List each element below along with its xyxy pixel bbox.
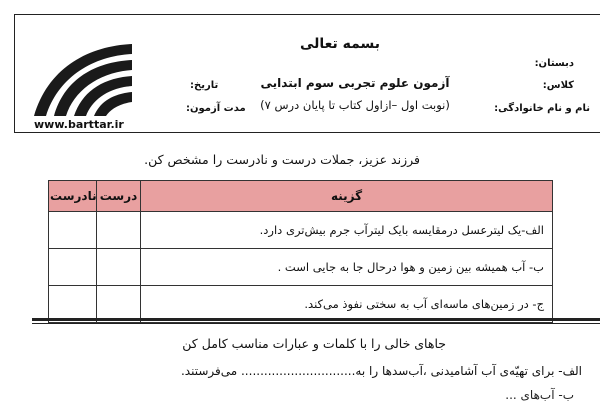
table-header-row xyxy=(49,181,553,212)
section-divider-thick xyxy=(32,318,600,321)
header-frame-top xyxy=(14,14,600,15)
table-row xyxy=(49,249,553,286)
exam-title: آزمون علوم تجربی سوم ابتدایی xyxy=(260,76,450,90)
option-column-header: گزینه xyxy=(141,181,553,212)
statement-cell: ج- در زمین‌های ماسه‌ای آب به سختی نفوذ می‌کند. xyxy=(141,286,553,323)
website-url: www.barttar.ir xyxy=(34,118,124,131)
statement-cell: ب- آب همیشه بین زمین و هوا درحال جا به جایی است . xyxy=(141,249,553,286)
false-answer-cell[interactable] xyxy=(49,286,97,323)
section2-instruction: جاهای خالی را با کلمات و عبارات مناسب کامل کن xyxy=(182,336,446,351)
page-title: بسمه تعالی xyxy=(299,36,381,52)
fill-blank-line-a: الف- برای تهیّه‌ی آب آشامیدنی ،آب‌سدها را به.............................. می‌فرستند. xyxy=(180,364,582,378)
duration-label: مدت آزمون: xyxy=(186,103,246,114)
class-label: کلاس: xyxy=(542,80,574,91)
exam-subtitle: (نوبت اول –ازاول کتاب تا پایان درس ۷) xyxy=(260,98,450,112)
true-false-table xyxy=(48,180,553,323)
fill-blank-line-b: ب- آب‌های ... xyxy=(505,388,574,402)
false-answer-cell[interactable] xyxy=(49,212,97,249)
section1-instruction: فرزند عزیز، جملات درست و نادرست را مشخص کن. xyxy=(144,152,420,167)
table-row xyxy=(49,212,553,249)
true-answer-cell[interactable] xyxy=(97,249,141,286)
true-answer-cell[interactable] xyxy=(97,212,141,249)
true-answer-cell[interactable] xyxy=(97,286,141,323)
date-label: تاریخ: xyxy=(190,80,219,91)
false-column-header: نادرست xyxy=(49,181,97,212)
statement-cell: الف-یک لیترعسل درمقایسه بایک لیترآب جرم بیش‌تری دارد. xyxy=(141,212,553,249)
false-answer-cell[interactable] xyxy=(49,249,97,286)
header-frame-left xyxy=(14,14,15,132)
name-label: نام و نام خانوادگی: xyxy=(494,103,590,114)
true-column-header: درست xyxy=(97,181,141,212)
school-label: دبستان: xyxy=(534,58,574,69)
section-divider-thin xyxy=(32,323,600,324)
header-frame-bottom xyxy=(14,132,600,133)
barttar-logo xyxy=(28,38,138,120)
table-row xyxy=(49,286,553,323)
